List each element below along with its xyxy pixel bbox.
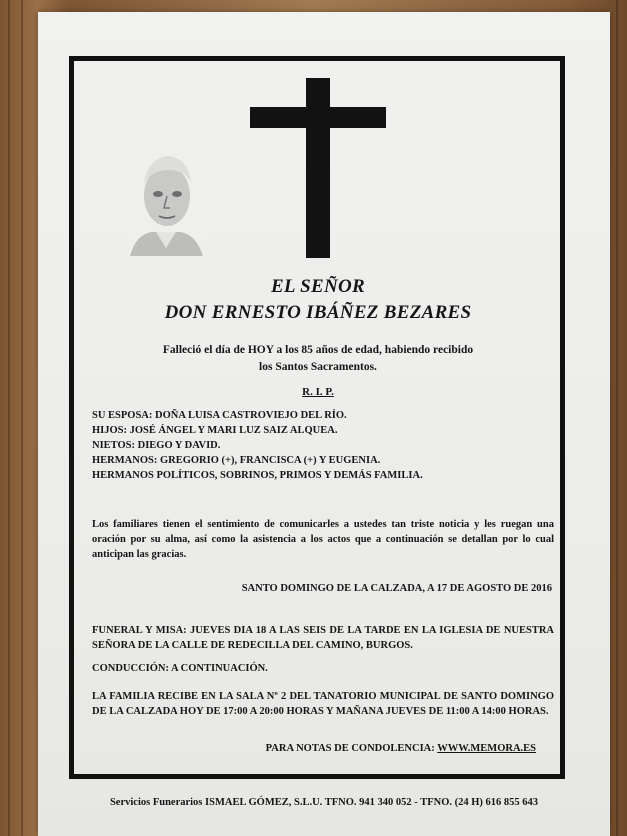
- condolence-label: PARA NOTAS DE CONDOLENCIA:: [265, 743, 438, 754]
- family-list: [92, 408, 552, 483]
- family-others: HERMANOS POLÍTICOS, SOBRINOS, PRIMOS Y DEMÁS FAMILIA.: [92, 470, 423, 481]
- condolence-link[interactable]: WWW.MEMORA.ES: [437, 743, 536, 754]
- page-title: EL SEÑOR: [270, 276, 366, 297]
- portrait-photo: [126, 148, 206, 256]
- funeral-details: FUNERAL Y MISA: JUEVES DIA 18 A LAS SEIS DE LA TARDE EN LA IGLESIA DE NUESTRA SEÑORA DE LA CALLE DE REDECILLA DEL CAMINO, BURGOS.: [92, 625, 554, 651]
- place-date: SANTO DOMINGO DE LA CALZADA, A 17 DE AGOSTO DE 2016: [241, 583, 552, 594]
- family-message: Los familiares tienen el sentimiento de comunicarles a ustedes tan triste noticia y les ruegan una oración por su alma, así como la asistencia a los actos que a continuación se detallan por lo cual anticipan las gracias.: [92, 519, 554, 560]
- cross-icon-bar: [250, 107, 386, 128]
- family-grandchildren: NIETOS: DIEGO Y DAVID.: [92, 440, 221, 451]
- condolence-line: [92, 743, 536, 754]
- family-spouse: SU ESPOSA: DOÑA LUISA CASTROVIEJO DEL RÍO.: [92, 410, 347, 421]
- conduction-details: CONDUCCIÓN: A CONTINUACIÓN.: [92, 663, 268, 674]
- rip-label: R. I. P.: [302, 386, 334, 398]
- cross-icon: [306, 78, 330, 258]
- death-statement-line2: los Santos Sacramentos.: [259, 361, 377, 373]
- family-children: HIJOS: JOSÉ ÁNGEL Y MARI LUZ SAIZ ALQUEA.: [92, 425, 338, 436]
- footer-funeral-services: Servicios Funerarios ISMAEL GÓMEZ, S.L.U. TFNO. 941 340 052 - TFNO. (24 H) 616 855 643: [109, 797, 539, 808]
- death-statement-line1: Falleció el día de HOY a los 85 años de edad, habiendo recibido: [162, 344, 474, 356]
- reception-details: LA FAMILIA RECIBE EN LA SALA Nº 2 DEL TANATORIO MUNICIPAL DE SANTO DOMINGO DE LA CALZADA HOY DE 17:00 A 20:00 HORAS Y MAÑANA JUEVES DE 11:00 A 14:00 HORAS.: [92, 691, 554, 717]
- family-siblings: HERMANOS: GREGORIO (+), FRANCISCA (+) Y EUGENIA.: [92, 455, 381, 466]
- deceased-name: DON ERNESTO IBÁÑEZ BEZARES: [164, 302, 472, 323]
